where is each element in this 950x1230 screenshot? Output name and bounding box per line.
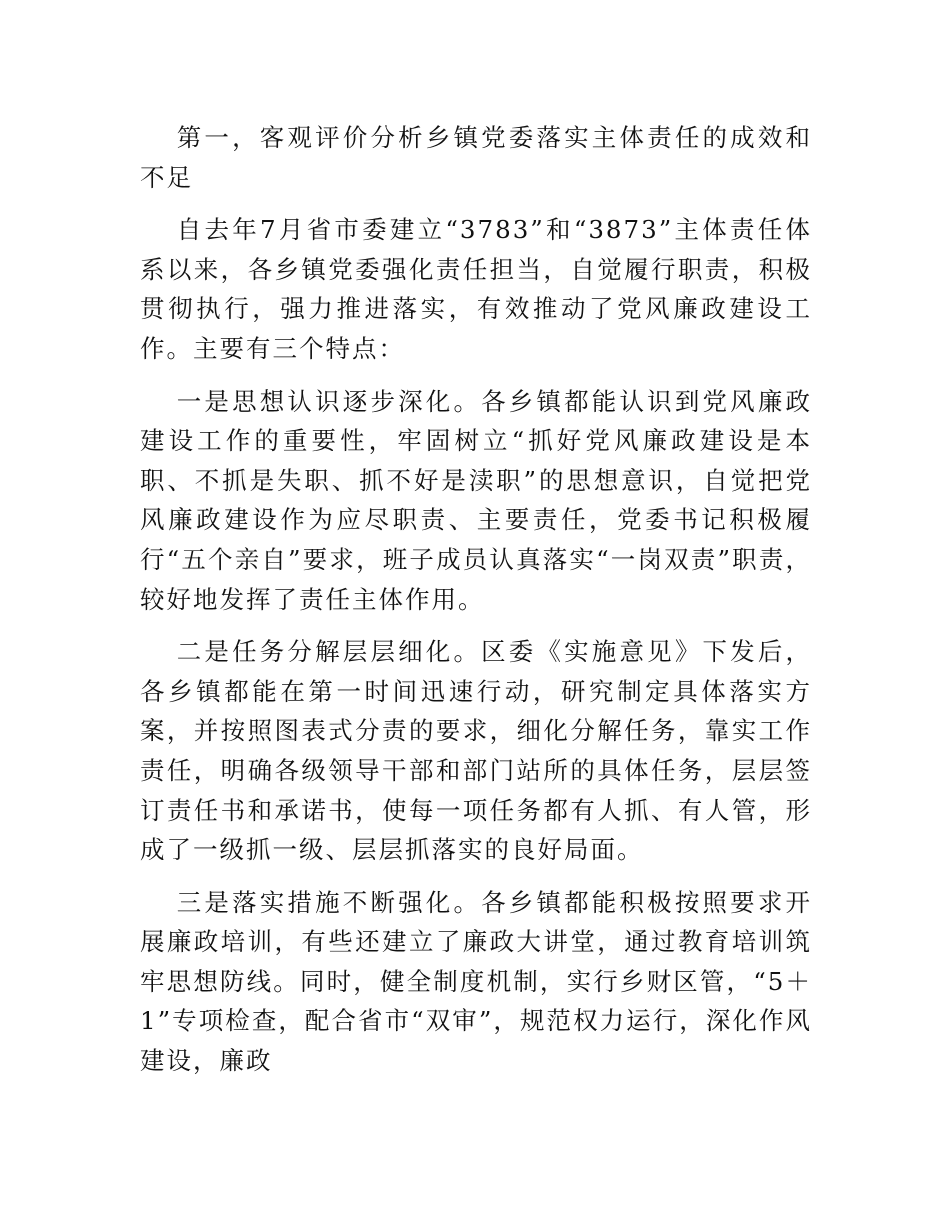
paragraph-point-three: 三是落实措施不断强化。各乡镇都能积极按照要求开展廉政培训，有些还建立了廉政大讲堂，通过教育培训筑牢思想防线。同时，健全制度机制，实行乡财区管，“5＋1”专项检查，配合省市“双审”，规范权力运行，深化作风建设，廉政	[140, 887, 812, 1076]
paragraph-intro: 自去年7月省市委建立“3783”和“3873”主体责任体系以来，各乡镇党委强化责任担当，自觉履行职责，积极贯彻执行，强力推进落实，有效推动了党风廉政建设工作。主要有三个特点：	[140, 215, 812, 363]
paragraph-point-one: 一是思想认识逐步深化。各乡镇都能认识到党风廉政建设工作的重要性，牢固树立“抓好党风廉政建设是本职、不抓是失职、抓不好是渎职”的思想意识，自觉把党风廉政建设作为应尽职责、主要责任，党委书记积极履行“五个亲自”要求，班子成员认真落实“一岗双责”职责，较好地发挥了责任主体作用。	[140, 386, 812, 614]
paragraph-point-two: 二是任务分解层层细化。区委《实施意见》下发后，各乡镇都能在第一时间迅速行动，研究制定具体落实方案，并按照图表式分责的要求，细化分解任务，靠实工作责任，明确各级领导干部和部门站所的具体任务，层层签订责任书和承诺书，使每一项任务都有人抓、有人管，形成了一级抓一级、层层抓落实的良好局面。	[140, 637, 812, 865]
section-heading: 第一，客观评价分析乡镇党委落实主体责任的成效和不足	[140, 123, 812, 192]
document-body	[140, 118, 812, 1094]
